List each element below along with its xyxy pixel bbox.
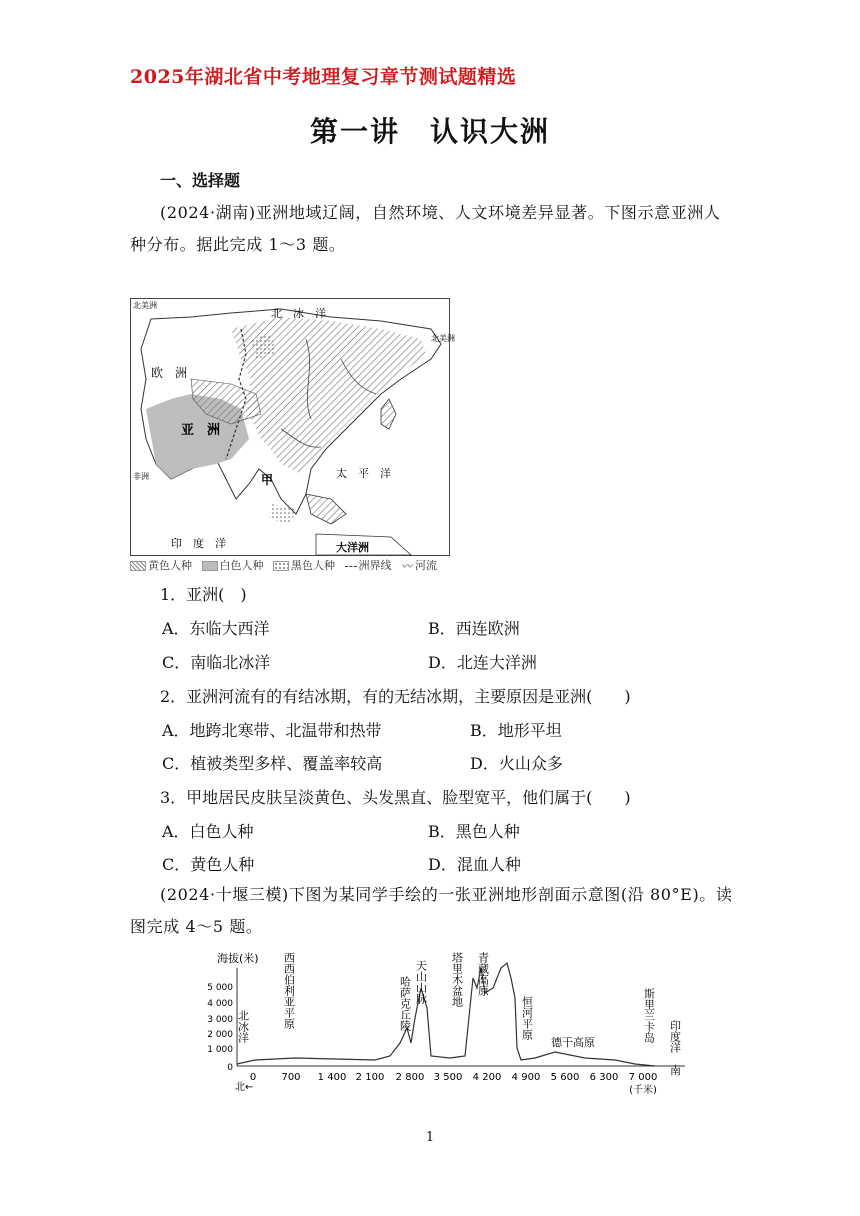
intro-2-line-2: 图完成 4～5 题。 xyxy=(130,917,263,936)
x-tick-4900: 4 900 xyxy=(511,1072,541,1083)
x-axis-unit: (千米) xyxy=(629,1085,657,1096)
map-label-europe: 欧 洲 xyxy=(151,366,188,380)
legend-black: 黑色人种 xyxy=(273,559,335,572)
map-label-asia: 亚 洲 xyxy=(181,423,221,438)
y-tick-4000: 4 000 xyxy=(207,999,233,1009)
legend-white: 白色人种 xyxy=(202,559,264,572)
x-tick-3500: 3 500 xyxy=(433,1072,463,1083)
x-tick-0: 0 xyxy=(249,1072,257,1083)
map-label-africa: 非洲 xyxy=(133,472,149,481)
legend-continent-line: 洲界线 xyxy=(345,559,392,572)
place-sri-lanka: 斯里兰卡岛 xyxy=(642,988,656,1043)
japan-islands xyxy=(381,399,396,429)
x-tick-2800: 2 800 xyxy=(395,1072,425,1083)
document-header-title: 2025年湖北省中考地理复习章节测试题精选 xyxy=(130,66,517,88)
x-tick-4200: 4 200 xyxy=(472,1072,502,1083)
place-tarim-basin: 塔里木盆地 xyxy=(450,952,464,1007)
place-tianshan-mountains: 天山山脉 xyxy=(414,960,428,1004)
asia-race-map xyxy=(130,298,455,556)
question-3-option-b: B．黑色人种 xyxy=(428,822,520,841)
place-deccan-plateau: 德干高原 xyxy=(551,1036,595,1049)
y-tick-1000: 1 000 xyxy=(207,1045,233,1055)
map-label-pacific: 太 平 洋 xyxy=(336,467,391,480)
north-arrow-icon: ← xyxy=(245,1082,254,1093)
x-tick-7000: 7 000 xyxy=(628,1072,658,1083)
x-tick-2100: 2 100 xyxy=(355,1072,385,1083)
section-title: 一、选择题 xyxy=(160,171,241,190)
terrain-profile-line xyxy=(237,963,655,1066)
place-indian-ocean: 印度洋 xyxy=(668,1020,682,1053)
legend-river: 〰 河流 xyxy=(401,559,437,573)
place-kazakh-hills: 哈萨克丘陵 xyxy=(398,976,412,1031)
question-2-option-a: A．地跨北寒带、北温带和热带 xyxy=(162,721,382,740)
x-tick-6300: 6 300 xyxy=(589,1072,619,1083)
intro-1-line-1: (2024·湖南)亚洲地域辽阔，自然环境、人文环境差异显著。下图示意亚洲人 xyxy=(160,203,721,222)
terrain-profile-figure xyxy=(207,948,695,1098)
question-3-option-d: D．混血人种 xyxy=(428,855,521,874)
question-1-option-b: B．西连欧洲 xyxy=(428,619,520,638)
x-tick-700: 700 xyxy=(281,1072,301,1083)
place-arctic-ocean: 北冰洋 xyxy=(236,1010,250,1043)
question-2-option-b: B．地形平坦 xyxy=(470,721,562,740)
question-1-option-c: C．南临北冰洋 xyxy=(162,653,271,672)
map-label-arctic: 北 冰 洋 xyxy=(271,307,326,320)
terrain-profile-svg xyxy=(207,948,695,1098)
question-3-stem: 3．甲地居民皮肤呈淡黄色、头发黑直、脸型宽平，他们属于( ) xyxy=(160,788,631,807)
intro-1-line-2: 种分布。据此完成 1～3 题。 xyxy=(130,235,346,254)
map-label-jia: 甲 xyxy=(261,473,274,487)
x-tick-1400: 1 400 xyxy=(317,1072,347,1083)
question-2-stem: 2．亚洲河流有的有结冰期，有的无结冰期，主要原因是亚洲( ) xyxy=(160,687,631,706)
question-2-option-d: D．火山众多 xyxy=(470,754,563,773)
y-tick-3000: 3 000 xyxy=(207,1015,233,1025)
question-3-option-c: C．黄色人种 xyxy=(162,855,255,874)
question-2-option-c: C．植被类型多样、覆盖率较高 xyxy=(162,754,383,773)
intro-2-line-1: (2024·十堰三模)下图为某同学手绘的一张亚洲地形剖面示意图(沿 80°E)。读 xyxy=(160,885,733,904)
place-ganges-plain: 恒河平原 xyxy=(520,996,534,1040)
x-tick-5600: 5 600 xyxy=(550,1072,580,1083)
y-tick-0: 0 xyxy=(227,1063,233,1073)
question-3-option-a: A．白色人种 xyxy=(162,822,254,841)
southeast-asia-islands xyxy=(306,494,346,524)
chapter-title: 第一讲 认识大洲 xyxy=(309,115,550,148)
place-west-siberian-plain: 西西伯利亚平原 xyxy=(282,952,296,1029)
place-qinghai-tibet-plateau: 青藏高原 xyxy=(476,952,490,996)
map-legend xyxy=(130,557,443,574)
question-1-option-d: D．北连大洋洲 xyxy=(428,653,537,672)
map-label-indian-ocean: 印 度 洋 xyxy=(171,537,226,550)
map-label-north-america-right: 北美洲 xyxy=(431,334,455,343)
y-tick-2000: 2 000 xyxy=(207,1030,233,1040)
asia-map-svg xyxy=(131,299,455,555)
map-label-oceania: 大洋洲 xyxy=(336,541,369,554)
profile-south-label: 南 xyxy=(670,1064,681,1077)
legend-yellow: 黄色人种 xyxy=(130,559,192,572)
profile-north-label: 北 xyxy=(235,1082,245,1093)
profile-y-axis-title: 海拔(米) xyxy=(217,952,259,965)
page-number: 1 xyxy=(425,1130,435,1145)
y-tick-5000: 5 000 xyxy=(207,983,233,993)
question-1-stem: 1．亚洲( ) xyxy=(160,585,247,604)
question-1-option-a: A．东临大西洋 xyxy=(162,619,270,638)
map-label-north-america-left: 北美洲 xyxy=(133,301,157,310)
